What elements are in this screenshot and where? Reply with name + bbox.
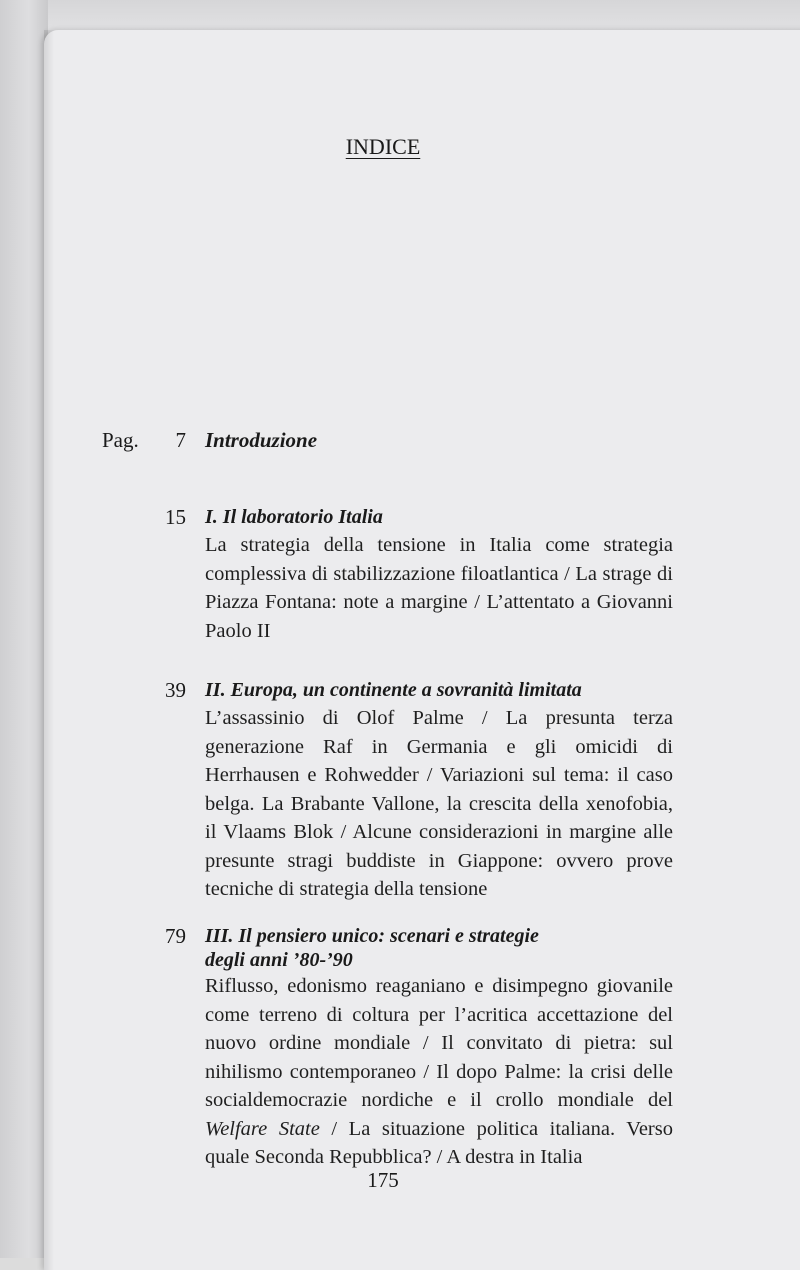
toc-chapter-title: I. Il laboratorio Italia xyxy=(205,506,383,528)
toc-description-text: Riflusso, edonismo reaganiano e disimpegno giovanile come terreno di coltura per l’acritica accettazione del nuovo ordine mondiale / Il convitato di pietra: sul nihilismo contemporaneo / Il dopo Palme: la crisi delle socialdemocrazie nordiche e il crollo mondiale del xyxy=(205,975,673,1111)
toc-page-number: 15 xyxy=(165,505,186,529)
toc-chapter-description xyxy=(205,972,673,1172)
toc-chapter-title: II. Europa, un continente a sovranità limitata xyxy=(205,679,582,701)
toc-description-italic: Welfare State xyxy=(205,1117,320,1140)
pag-label: Pag. xyxy=(102,428,139,452)
toc-page-number: 79 xyxy=(165,924,186,948)
background-top xyxy=(0,0,800,34)
page-title: INDICE xyxy=(345,134,421,159)
background-left-page xyxy=(0,0,48,1258)
toc-chapter-description: L’assassinio di Olof Palme / La presunta terza generazione Raf in Germania e gli omicidi di Herrhausen e Rohwedder / Variazioni sul tema: il caso belga. La Brabante Vallone, la crescita della xenofobia, il Vlaams Blok / Alcune considerazioni in margine alle presunte stragi buddiste in Giappone: ovvero prove tecniche di strategia della tensione xyxy=(205,707,673,900)
page-gutter-shadow xyxy=(44,30,54,1270)
toc-page-number: 7 xyxy=(175,428,186,452)
toc-page-number: 39 xyxy=(165,678,186,702)
page-number: 175 xyxy=(367,1168,399,1192)
toc-chapter-title: Introduzione xyxy=(205,428,318,452)
toc-chapter-title: III. Il pensiero unico: scenari e strategie degli anni ’80-’90 xyxy=(205,925,539,971)
toc-chapter-description: La strategia della tensione in Italia come strategia complessiva di stabilizzazione filoatlantica / La strage di Piazza Fontana: note a margine / L’attentato a Giovanni Paolo II xyxy=(205,534,673,642)
toc-description-text-end: / La situazione politica italiana. Verso quale Seconda Repubblica? / A destra in Italia xyxy=(205,1117,673,1168)
